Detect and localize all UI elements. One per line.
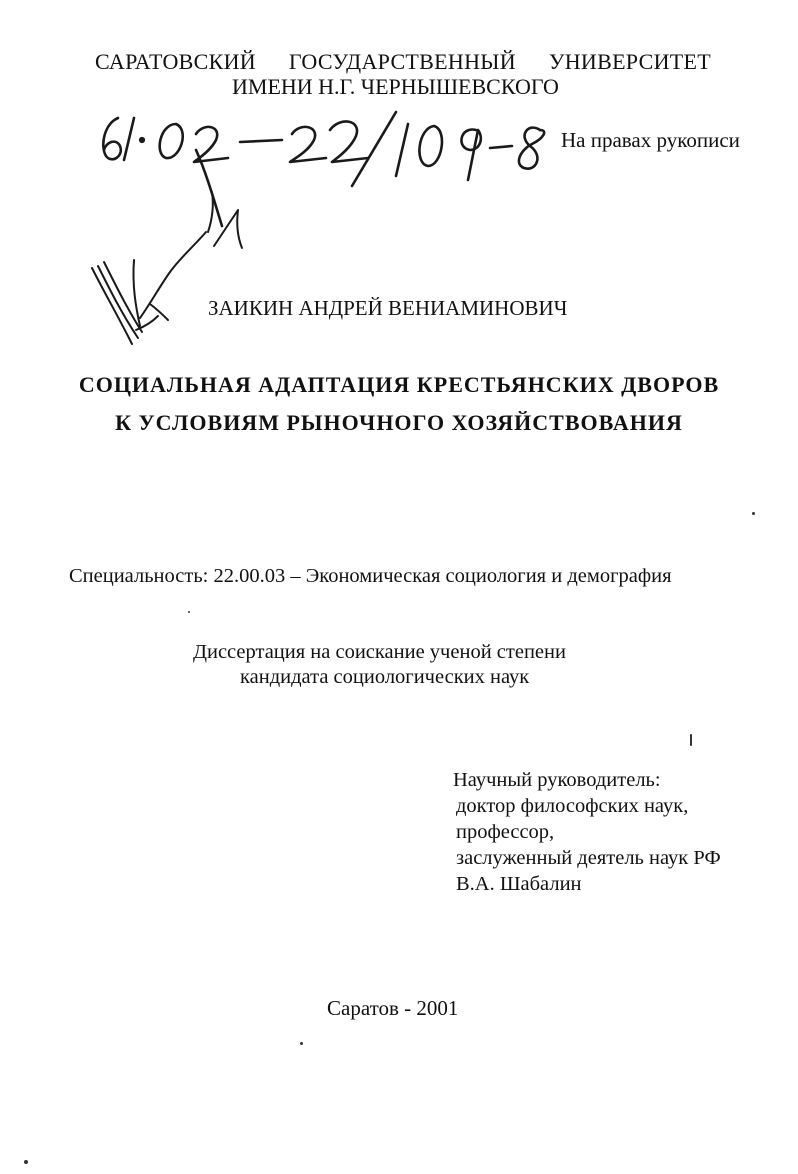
- scan-speck: [24, 1160, 28, 1164]
- supervisor-honor: заслуженный деятель наук РФ: [456, 847, 721, 869]
- dissertation-degree-line2: кандидата социологических наук: [240, 666, 530, 688]
- university-name-line2: ИМЕНИ Н.Г. ЧЕРНЫШЕВСКОГО: [232, 74, 559, 99]
- place-and-year: Саратов - 2001: [327, 996, 459, 1020]
- supervisor-heading: Научный руководитель:: [453, 769, 661, 791]
- supervisor-rank: профессор,: [456, 821, 555, 843]
- scan-speck: [752, 512, 755, 515]
- supervisor-degree: доктор философских наук,: [456, 795, 689, 817]
- author-name: ЗАИКИН АНДРЕЙ ВЕНИАМИНОВИЧ: [208, 296, 568, 320]
- dissertation-title-line1: СОЦИАЛЬНАЯ АДАПТАЦИЯ КРЕСТЬЯНСКИХ ДВОРОВ: [78, 372, 720, 397]
- scan-speck: [690, 734, 692, 746]
- supervisor-name: В.А. Шабалин: [456, 873, 582, 895]
- specialty-line: Специальность: 22.00.03 – Экономическая социология и демография: [69, 565, 672, 587]
- scan-speck: [300, 1042, 303, 1045]
- dissertation-title-line2: К УСЛОВИЯМ РЫНОЧНОГО ХОЗЯЙСТВОВАНИЯ: [115, 410, 683, 435]
- manuscript-rights-note: На правах рукописи: [561, 128, 740, 152]
- dissertation-degree-line1: Диссертация на соискание ученой степени: [193, 641, 566, 663]
- university-name-line1: САРАТОВСКИЙ ГОСУДАРСТВЕННЫЙ УНИВЕРСИТЕТ: [95, 49, 711, 74]
- scan-speck: [188, 611, 190, 613]
